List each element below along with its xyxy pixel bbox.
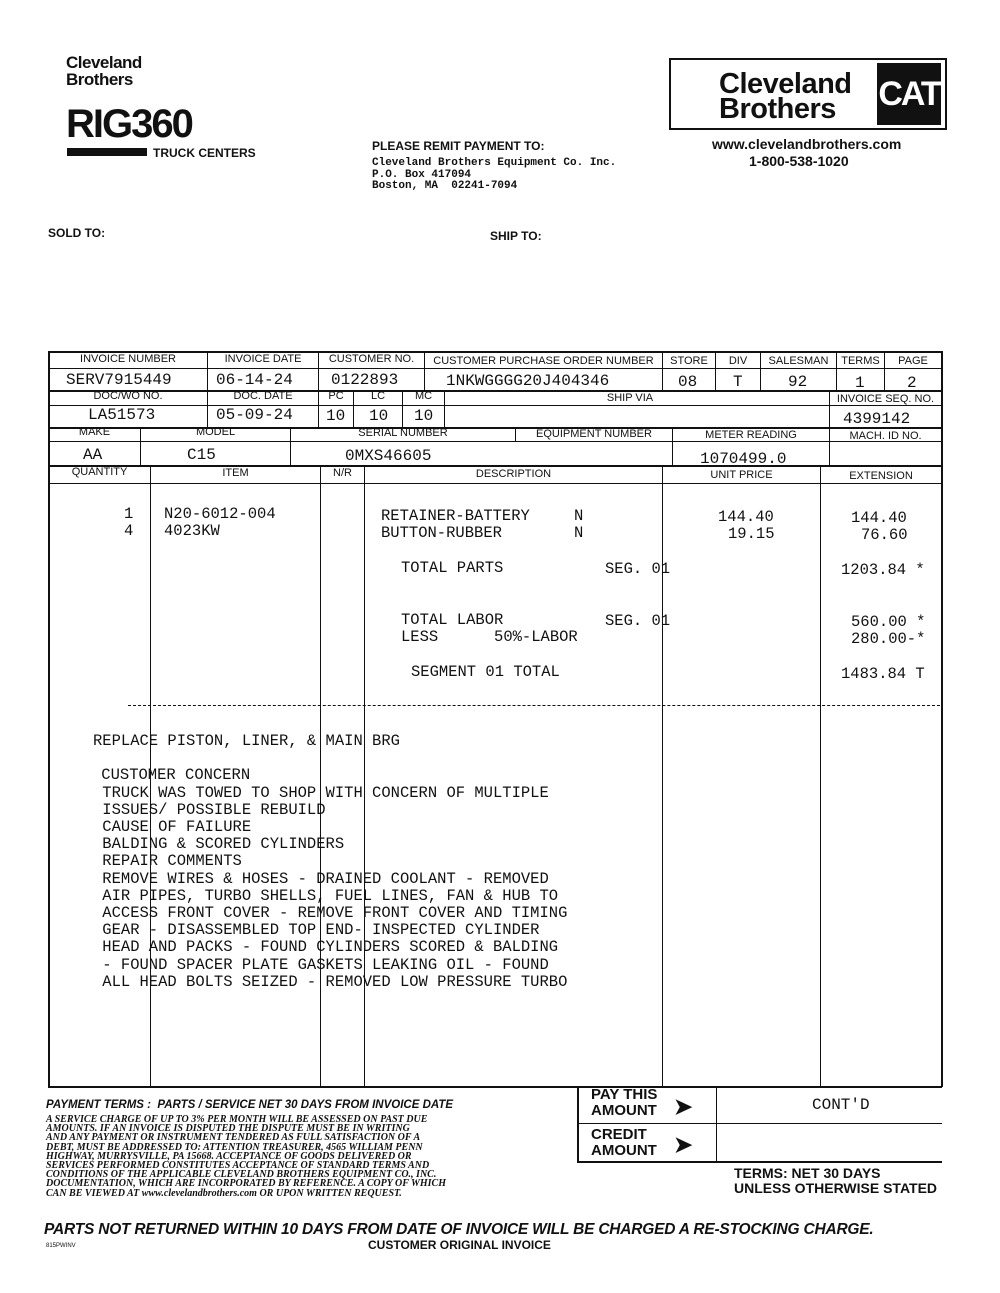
label-quantity: QUANTITY — [71, 466, 128, 478]
doc-date: 05-09-24 — [216, 406, 293, 424]
store: 08 — [678, 373, 698, 391]
pc-value: 10 — [326, 407, 346, 425]
label-unit-price: UNIT PRICE — [710, 469, 773, 481]
remit-label: PLEASE REMIT PAYMENT TO: — [372, 139, 545, 153]
label-doc-wo: DOC/WO NO. — [93, 390, 163, 402]
serial-number: 0MXS46605 — [345, 447, 432, 465]
note-line: REPAIR COMMENTS — [93, 852, 242, 871]
note-line: ISSUES/ POSSIBLE REBUILD — [93, 800, 326, 819]
line-2-extension: 76.60 — [861, 526, 908, 544]
fine-print-line: DEBT, MUST BE ADDRESSED TO: ATTENTION TREASURER, 4565 WILLIAM PENN — [46, 1141, 423, 1153]
salesman: 92 — [788, 373, 808, 391]
total-parts-value: 1203.84 * — [841, 561, 925, 579]
notes-block — [93, 733, 567, 991]
label-extension: EXTENSION — [849, 470, 913, 482]
note-line: AIR PIPES, TURBO SHELLS, FUEL LINES, FAN & HUB TO — [93, 886, 559, 905]
website: www.clevelandbrothers.com — [712, 136, 902, 152]
fine-print-line: A SERVICE CHARGE OF UP TO 3% PER MONTH WILL BE ASSESSED ON PAST DUE — [46, 1114, 428, 1125]
remit-address — [372, 158, 616, 193]
mc-value: 10 — [414, 407, 434, 425]
label-description: DESCRIPTION — [475, 468, 552, 480]
label-customer-po: CUSTOMER PURCHASE ORDER NUMBER — [433, 355, 654, 367]
note-line: REMOVE WIRES & HOSES - DRAINED COOLANT - REMOVED — [93, 869, 549, 888]
credit-amount-label — [591, 1127, 657, 1159]
remit-line3: Boston, MA 02241-7094 — [372, 180, 518, 192]
arrow-right-icon: ➤ — [674, 1094, 693, 1119]
doc-wo-no: LA51573 — [88, 406, 156, 424]
label-div: DIV — [728, 355, 748, 367]
customer-no: 0122893 — [331, 371, 399, 389]
div: T — [733, 373, 743, 391]
pay-this-line2: AMOUNT — [591, 1102, 657, 1119]
credit-line2: AMOUNT — [591, 1142, 657, 1159]
phone: 1-800-538-1020 — [749, 153, 849, 169]
cat-logo-box — [669, 58, 947, 130]
fine-print-line: CAN BE VIEWED AT www.clevelandbrothers.com OR UPON WRITTEN REQUEST. — [46, 1187, 402, 1199]
small-logo — [66, 54, 142, 88]
customer-po: 1NKWGGGG20J404346 — [446, 372, 610, 390]
truck-centers-label: TRUCK CENTERS — [153, 146, 256, 160]
line-1-desc: RETAINER-BATTERY — [381, 507, 530, 525]
label-store: STORE — [670, 355, 708, 367]
label-invoice-number: INVOICE NUMBER — [80, 353, 176, 365]
label-page: PAGE — [898, 355, 928, 367]
label-serial: SERIAL NUMBER — [358, 427, 448, 439]
line-2-qty: 4 — [124, 522, 134, 540]
label-invoice-date: INVOICE DATE — [224, 353, 302, 365]
sold-to-label: SOLD TO: — [48, 226, 106, 240]
credit-line1: CREDIT — [591, 1126, 647, 1143]
line-1-item: N20-6012-004 — [164, 505, 276, 523]
line-1-unit-price: 144.40 — [718, 508, 774, 526]
rig360-bar — [67, 148, 147, 156]
line-2-unit-price: 19.15 — [728, 525, 775, 543]
lc-value: 10 — [369, 407, 389, 425]
label-model: MODEL — [195, 426, 236, 438]
meter-reading: 1070499.0 — [700, 450, 787, 468]
terms-line1: TERMS: NET 30 DAYS — [734, 1165, 881, 1181]
small-logo-line1: Cleveland — [66, 53, 142, 72]
fine-print — [46, 1115, 446, 1198]
make-value: AA — [83, 446, 103, 464]
section-divider — [128, 705, 940, 706]
form-code: 815PWINV — [46, 1243, 76, 1249]
fine-print-line: HIGHWAY, MURRYSVILLE, PA 15668. ACCEPTANCE OF GOODS DELIVERED OR — [46, 1150, 412, 1162]
label-salesman: SALESMAN — [768, 355, 829, 367]
note-line: REPLACE PISTON, LINER, & MAIN BRG — [93, 732, 400, 750]
label-mach-id: MACH. ID NO. — [849, 430, 922, 442]
line-2-nr: N — [574, 524, 584, 542]
total-parts-seg: SEG. 01 — [605, 560, 671, 578]
note-line: TRUCK WAS TOWED TO SHOP WITH CONCERN OF MULTIPLE — [93, 783, 549, 802]
total-labor-seg: SEG. 01 — [605, 612, 671, 630]
terms: 1 — [855, 374, 865, 392]
fine-print-line: AMOUNTS. IF AN INVOICE IS DISPUTED THE DISPUTE MUST BE IN WRITING — [46, 1123, 410, 1135]
label-mc: MC — [414, 390, 433, 402]
note-line: ACCESS FRONT COVER - REMOVE FRONT COVER AND TIMING — [93, 904, 568, 923]
label-meter: METER READING — [705, 429, 797, 441]
label-item: ITEM — [222, 467, 249, 479]
total-labor-value: 560.00 * — [851, 613, 926, 631]
fine-print-line: AND ANY PAYMENT OR INSTRUMENT TENDERED AS FULL SATISFACTION OF A — [46, 1132, 421, 1144]
note-line: ALL HEAD BOLTS SEIZED - REMOVED LOW PRESSURE TURBO — [93, 972, 568, 991]
remit-line1: Cleveland Brothers Equipment Co. Inc. — [372, 157, 617, 169]
label-equipment: EQUIPMENT NUMBER — [536, 428, 652, 440]
line-2-desc: BUTTON-RUBBER — [381, 524, 502, 542]
ship-to-label: SHIP TO: — [490, 229, 542, 243]
copy-type-label: CUSTOMER ORIGINAL INVOICE — [368, 1238, 551, 1252]
segment-total-label: SEGMENT 01 TOTAL — [411, 663, 560, 681]
note-line: HEAD AND PACKS - FOUND CYLINDERS SCORED & BALDING — [93, 938, 559, 957]
terms-line2: UNLESS OTHERWISE STATED — [734, 1180, 938, 1196]
label-pc: PC — [328, 390, 344, 402]
note-line: CAUSE OF FAILURE — [93, 818, 252, 836]
label-nr: N/R — [333, 467, 352, 479]
line-1-extension: 144.40 — [851, 509, 907, 527]
invoice-date: 06-14-24 — [216, 371, 293, 389]
note-line: GEAR - DISASSEMBLED TOP END- INSPECTED CYLINDER — [93, 921, 540, 940]
fine-print-line: CONDITIONS OF THE APPLICABLE CLEVELAND BROTHERS EQUIPMENT CO., INC. — [46, 1169, 437, 1181]
total-labor-label: TOTAL LABOR — [401, 611, 504, 629]
line-2-item: 4023KW — [164, 522, 220, 540]
note-line: - FOUND SPACER PLATE GASKETS LEAKING OIL - FOUND — [93, 955, 549, 974]
pay-this-line1: PAY THIS — [591, 1086, 658, 1103]
invoice-seq-no: 4399142 — [843, 410, 911, 428]
less-labor-label: LESS 50%-LABOR — [401, 628, 578, 646]
note-line: BALDING & SCORED CYLINDERS — [93, 835, 345, 854]
fine-print-line: DOCUMENTATION, WHICH ARE INCORPORATED BY REFERENCE. A COPY OF WHICH — [46, 1178, 447, 1190]
total-parts-label: TOTAL PARTS — [401, 559, 504, 577]
label-customer-no: CUSTOMER NO. — [328, 353, 415, 365]
line-1-nr: N — [574, 507, 584, 525]
label-doc-date: DOC. DATE — [233, 390, 293, 402]
label-lc: LC — [370, 390, 386, 402]
payment-terms: PAYMENT TERMS : PARTS / SERVICE NET 30 DAYS FROM INVOICE DATE — [46, 1099, 454, 1111]
segment-total-value: 1483.84 T — [841, 665, 925, 683]
line-1-qty: 1 — [124, 505, 134, 523]
label-invoice-seq: INVOICE SEQ. NO. — [836, 393, 935, 405]
note-line — [93, 750, 567, 767]
cat-logo-line1: Cleveland — [719, 68, 852, 100]
cat-mark-icon: CAT — [877, 63, 941, 125]
label-terms: TERMS — [841, 355, 880, 367]
note-line: CUSTOMER CONCERN — [92, 766, 251, 785]
invoice-number: SERV7915449 — [66, 371, 172, 389]
pay-this-amount-label — [591, 1087, 657, 1119]
small-logo-line2: Brothers — [66, 70, 133, 89]
label-make: MAKE — [78, 426, 111, 438]
remit-line2: P.O. Box 417094 — [372, 168, 472, 181]
restocking-notice: PARTS NOT RETURNED WITHIN 10 DAYS FROM DATE OF INVOICE WILL BE CHARGED A RE-STOCKING CHARGE. — [44, 1221, 874, 1238]
model-value: C15 — [187, 446, 216, 464]
less-labor-value: 280.00-* — [851, 630, 926, 648]
rig360-logo: RIG360 — [66, 102, 192, 146]
contd-value: CONT'D — [812, 1096, 870, 1114]
arrow-right-icon: ➤ — [674, 1132, 693, 1157]
cat-logo-line2: Brothers — [719, 93, 836, 125]
fine-print-line: SERVICES PERFORMED CONSTITUTES ACCEPTANCE OF STANDARD TERMS AND — [46, 1160, 430, 1172]
terms-net-30 — [734, 1166, 937, 1196]
page-number: 2 — [907, 374, 917, 392]
label-ship-via: SHIP VIA — [606, 392, 654, 404]
